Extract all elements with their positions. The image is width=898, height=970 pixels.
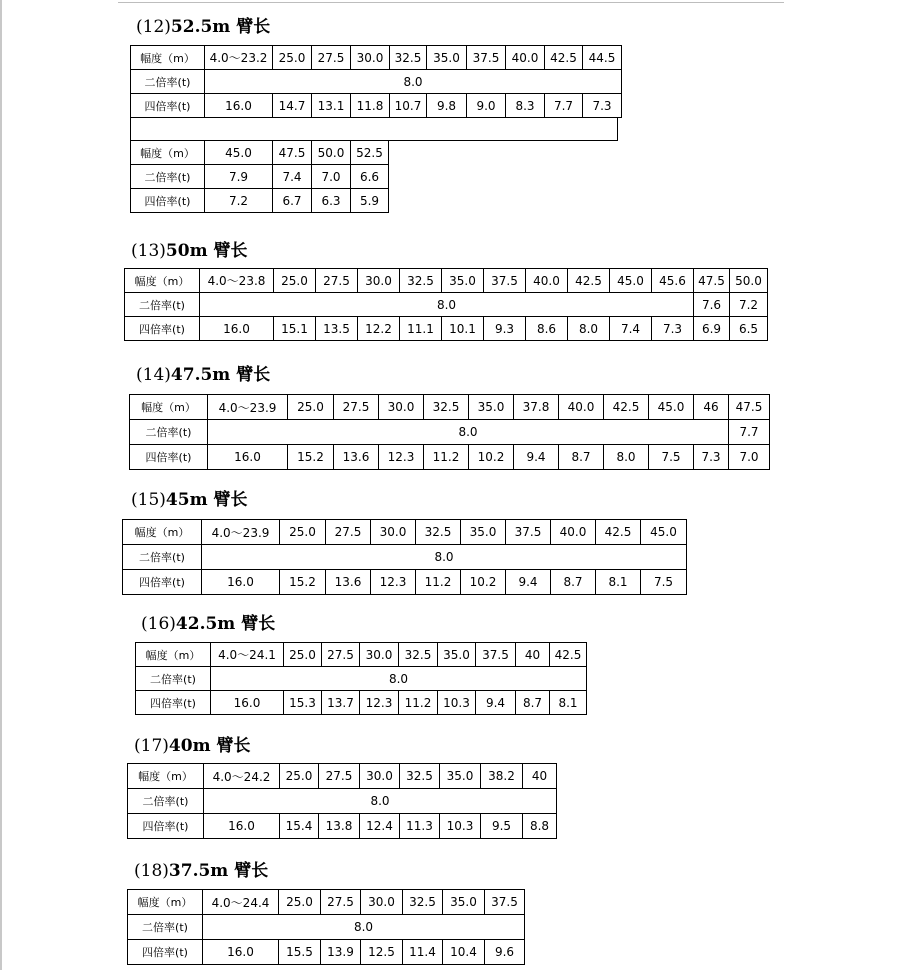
double-rate-label: 二倍率(t) bbox=[136, 667, 211, 691]
amplitude-value: 35.0 bbox=[427, 46, 467, 70]
amplitude-value: 4.0～23.2 bbox=[205, 46, 273, 70]
amplitude-label: 幅度（m） bbox=[130, 395, 208, 420]
double-rate-value: 7.6 bbox=[694, 293, 730, 317]
double-rate-row bbox=[128, 789, 557, 814]
quad-rate-label: 四倍率(t) bbox=[128, 940, 203, 965]
quad-rate-value: 6.7 bbox=[273, 189, 312, 213]
amplitude-value: 42.5 bbox=[568, 269, 610, 293]
quad-rate-value: 10.4 bbox=[443, 940, 485, 965]
boom-length: 45m 臂长 bbox=[165, 490, 248, 510]
section-number: (16) bbox=[141, 614, 176, 634]
load-table bbox=[130, 140, 389, 213]
double-rate-value: 7.4 bbox=[273, 165, 312, 189]
quad-rate-value: 10.3 bbox=[438, 691, 476, 715]
double-rate-value: 8.0 bbox=[203, 915, 525, 940]
section-number: (18) bbox=[134, 861, 169, 881]
quad-rate-value: 6.3 bbox=[312, 189, 351, 213]
section-title bbox=[136, 360, 270, 385]
quad-rate-value: 13.9 bbox=[321, 940, 361, 965]
amplitude-value: 4.0～24.4 bbox=[203, 890, 279, 915]
quad-rate-value: 12.3 bbox=[379, 445, 424, 470]
amplitude-label: 幅度（m） bbox=[128, 764, 204, 789]
quad-rate-value: 12.3 bbox=[371, 570, 416, 595]
quad-rate-value: 15.2 bbox=[280, 570, 326, 595]
amplitude-value: 25.0 bbox=[284, 643, 322, 667]
boom-length: 47.5m 臂长 bbox=[170, 365, 271, 385]
double-rate-value: 8.0 bbox=[205, 70, 622, 94]
quad-rate-value: 8.0 bbox=[568, 317, 610, 341]
amplitude-value: 32.5 bbox=[424, 395, 469, 420]
amplitude-value: 35.0 bbox=[442, 269, 484, 293]
amplitude-value: 25.0 bbox=[279, 890, 321, 915]
quad-rate-row bbox=[123, 570, 687, 595]
amplitude-value: 42.5 bbox=[550, 643, 587, 667]
amplitude-label: 幅度（m） bbox=[123, 520, 202, 545]
amplitude-value: 25.0 bbox=[280, 764, 319, 789]
amplitude-value: 42.5 bbox=[604, 395, 649, 420]
blank-cell bbox=[131, 117, 618, 140]
quad-rate-row bbox=[128, 940, 525, 965]
double-rate-value: 8.0 bbox=[208, 420, 729, 445]
quad-rate-value: 9.4 bbox=[514, 445, 559, 470]
section-title bbox=[134, 731, 250, 756]
double-rate-value: 6.6 bbox=[351, 165, 389, 189]
amplitude-label: 幅度（m） bbox=[131, 46, 205, 70]
amplitude-value: 37.5 bbox=[485, 890, 525, 915]
quad-rate-value: 16.0 bbox=[204, 814, 280, 839]
amplitude-row bbox=[128, 890, 525, 915]
amplitude-value: 25.0 bbox=[280, 520, 326, 545]
quad-rate-value: 16.0 bbox=[202, 570, 280, 595]
amplitude-value: 27.5 bbox=[326, 520, 371, 545]
amplitude-value: 37.5 bbox=[506, 520, 551, 545]
double-rate-row bbox=[130, 420, 770, 445]
double-rate-label: 二倍率(t) bbox=[131, 70, 205, 94]
quad-rate-row bbox=[131, 189, 389, 213]
quad-rate-value: 12.2 bbox=[358, 317, 400, 341]
quad-rate-row bbox=[130, 445, 770, 470]
quad-rate-value: 11.2 bbox=[416, 570, 461, 595]
double-rate-row bbox=[136, 667, 587, 691]
boom-length: 50m 臂长 bbox=[165, 241, 248, 261]
double-rate-value: 7.2 bbox=[730, 293, 768, 317]
amplitude-value: 45.0 bbox=[641, 520, 687, 545]
amplitude-value: 40 bbox=[516, 643, 550, 667]
amplitude-value: 32.5 bbox=[416, 520, 461, 545]
quad-rate-value: 16.0 bbox=[211, 691, 284, 715]
quad-rate-value: 15.4 bbox=[280, 814, 319, 839]
amplitude-value: 30.0 bbox=[360, 643, 399, 667]
amplitude-value: 25.0 bbox=[288, 395, 334, 420]
quad-rate-value: 11.1 bbox=[400, 317, 442, 341]
boom-length: 40m 臂长 bbox=[168, 736, 251, 756]
boom-length: 52.5m 臂长 bbox=[170, 17, 271, 37]
amplitude-value: 40.0 bbox=[506, 46, 545, 70]
amplitude-value: 35.0 bbox=[438, 643, 476, 667]
amplitude-value: 52.5 bbox=[351, 141, 389, 165]
quad-rate-value: 15.5 bbox=[279, 940, 321, 965]
quad-rate-value: 8.1 bbox=[596, 570, 641, 595]
section-title bbox=[131, 236, 247, 261]
quad-rate-value: 15.3 bbox=[284, 691, 322, 715]
quad-rate-label: 四倍率(t) bbox=[131, 189, 205, 213]
quad-rate-value: 7.3 bbox=[583, 94, 622, 118]
double-rate-row bbox=[131, 70, 622, 94]
quad-rate-value: 8.7 bbox=[551, 570, 596, 595]
quad-rate-value: 13.1 bbox=[312, 94, 351, 118]
quad-rate-value: 15.1 bbox=[274, 317, 316, 341]
double-rate-value: 8.0 bbox=[204, 789, 557, 814]
quad-rate-value: 14.7 bbox=[273, 94, 312, 118]
boom-length: 37.5m 臂长 bbox=[168, 861, 269, 881]
amplitude-label: 幅度（m） bbox=[125, 269, 200, 293]
amplitude-value: 47.5 bbox=[273, 141, 312, 165]
double-rate-label: 二倍率(t) bbox=[128, 789, 204, 814]
quad-rate-row bbox=[131, 94, 622, 118]
double-rate-label: 二倍率(t) bbox=[131, 165, 205, 189]
quad-rate-value: 13.5 bbox=[316, 317, 358, 341]
quad-rate-value: 7.3 bbox=[694, 445, 729, 470]
amplitude-value: 27.5 bbox=[322, 643, 360, 667]
section-number: (14) bbox=[136, 365, 171, 385]
double-rate-row bbox=[128, 915, 525, 940]
quad-rate-value: 8.3 bbox=[506, 94, 545, 118]
quad-rate-value: 12.5 bbox=[361, 940, 403, 965]
quad-rate-label: 四倍率(t) bbox=[136, 691, 211, 715]
quad-rate-value: 7.4 bbox=[610, 317, 652, 341]
amplitude-row bbox=[125, 269, 768, 293]
quad-rate-value: 10.2 bbox=[461, 570, 506, 595]
amplitude-row bbox=[131, 141, 389, 165]
double-rate-row bbox=[125, 293, 768, 317]
quad-rate-value: 6.9 bbox=[694, 317, 730, 341]
quad-rate-row bbox=[125, 317, 768, 341]
amplitude-value: 32.5 bbox=[390, 46, 427, 70]
quad-rate-value: 10.7 bbox=[390, 94, 427, 118]
quad-rate-value: 9.3 bbox=[484, 317, 526, 341]
amplitude-label: 幅度（m） bbox=[136, 643, 211, 667]
quad-rate-value: 8.1 bbox=[550, 691, 587, 715]
amplitude-value: 4.0～23.9 bbox=[202, 520, 280, 545]
amplitude-value: 38.2 bbox=[481, 764, 523, 789]
load-table bbox=[130, 45, 622, 118]
quad-rate-value: 8.8 bbox=[523, 814, 557, 839]
amplitude-value: 27.5 bbox=[334, 395, 379, 420]
amplitude-value: 47.5 bbox=[729, 395, 770, 420]
section-number: (17) bbox=[134, 736, 169, 756]
quad-rate-label: 四倍率(t) bbox=[131, 94, 205, 118]
amplitude-value: 27.5 bbox=[312, 46, 351, 70]
amplitude-value: 40 bbox=[523, 764, 557, 789]
amplitude-value: 25.0 bbox=[274, 269, 316, 293]
amplitude-value: 40.0 bbox=[526, 269, 568, 293]
load-table bbox=[122, 519, 687, 595]
double-rate-value: 8.0 bbox=[211, 667, 587, 691]
amplitude-row bbox=[128, 764, 557, 789]
amplitude-value: 35.0 bbox=[461, 520, 506, 545]
quad-rate-value: 8.7 bbox=[516, 691, 550, 715]
load-table bbox=[124, 268, 768, 341]
amplitude-value: 4.0～23.9 bbox=[208, 395, 288, 420]
quad-rate-value: 16.0 bbox=[208, 445, 288, 470]
amplitude-value: 45.0 bbox=[205, 141, 273, 165]
amplitude-value: 32.5 bbox=[400, 764, 440, 789]
quad-rate-value: 7.2 bbox=[205, 189, 273, 213]
amplitude-label: 幅度（m） bbox=[128, 890, 203, 915]
amplitude-value: 35.0 bbox=[443, 890, 485, 915]
quad-rate-value: 7.5 bbox=[641, 570, 687, 595]
quad-rate-value: 11.8 bbox=[351, 94, 390, 118]
quad-rate-value: 13.6 bbox=[326, 570, 371, 595]
blank-spacer-row bbox=[130, 117, 618, 141]
amplitude-row bbox=[136, 643, 587, 667]
amplitude-value: 4.0～24.1 bbox=[211, 643, 284, 667]
amplitude-value: 27.5 bbox=[316, 269, 358, 293]
quad-rate-value: 5.9 bbox=[351, 189, 389, 213]
quad-rate-value: 10.2 bbox=[469, 445, 514, 470]
amplitude-value: 25.0 bbox=[273, 46, 312, 70]
load-table bbox=[127, 889, 525, 965]
amplitude-value: 45.6 bbox=[652, 269, 694, 293]
section-number: (12) bbox=[136, 17, 171, 37]
amplitude-value: 30.0 bbox=[379, 395, 424, 420]
quad-rate-value: 12.3 bbox=[360, 691, 399, 715]
quad-rate-value: 13.6 bbox=[334, 445, 379, 470]
boom-length: 42.5m 臂长 bbox=[175, 614, 276, 634]
quad-rate-value: 13.8 bbox=[319, 814, 360, 839]
double-rate-value: 7.7 bbox=[729, 420, 770, 445]
amplitude-value: 35.0 bbox=[440, 764, 481, 789]
page-left-border bbox=[0, 0, 2, 970]
double-rate-row bbox=[123, 545, 687, 570]
quad-rate-value: 6.5 bbox=[730, 317, 768, 341]
quad-rate-value: 7.7 bbox=[545, 94, 583, 118]
amplitude-label: 幅度（m） bbox=[131, 141, 205, 165]
amplitude-row bbox=[131, 46, 622, 70]
quad-rate-value: 8.7 bbox=[559, 445, 604, 470]
amplitude-value: 32.5 bbox=[399, 643, 438, 667]
quad-rate-value: 7.5 bbox=[649, 445, 694, 470]
quad-rate-value: 11.4 bbox=[403, 940, 443, 965]
section-title bbox=[141, 609, 275, 634]
amplitude-value: 46 bbox=[694, 395, 729, 420]
amplitude-row bbox=[130, 395, 770, 420]
quad-rate-value: 9.6 bbox=[485, 940, 525, 965]
quad-rate-label: 四倍率(t) bbox=[130, 445, 208, 470]
quad-rate-value: 9.4 bbox=[506, 570, 551, 595]
quad-rate-value: 16.0 bbox=[200, 317, 274, 341]
amplitude-value: 50.0 bbox=[312, 141, 351, 165]
section-title bbox=[131, 485, 247, 510]
double-rate-row bbox=[131, 165, 389, 189]
amplitude-value: 45.0 bbox=[610, 269, 652, 293]
load-table bbox=[135, 642, 587, 715]
quad-rate-value: 11.2 bbox=[399, 691, 438, 715]
double-rate-label: 二倍率(t) bbox=[128, 915, 203, 940]
double-rate-value: 8.0 bbox=[200, 293, 694, 317]
quad-rate-value: 10.3 bbox=[440, 814, 481, 839]
quad-rate-value: 11.2 bbox=[424, 445, 469, 470]
amplitude-value: 37.5 bbox=[484, 269, 526, 293]
quad-rate-value: 8.0 bbox=[604, 445, 649, 470]
quad-rate-value: 13.7 bbox=[322, 691, 360, 715]
amplitude-value: 30.0 bbox=[361, 890, 403, 915]
double-rate-label: 二倍率(t) bbox=[130, 420, 208, 445]
double-rate-label: 二倍率(t) bbox=[125, 293, 200, 317]
amplitude-value: 4.0～24.2 bbox=[204, 764, 280, 789]
quad-rate-value: 16.0 bbox=[205, 94, 273, 118]
amplitude-value: 27.5 bbox=[319, 764, 360, 789]
quad-rate-value: 9.0 bbox=[467, 94, 506, 118]
amplitude-value: 44.5 bbox=[583, 46, 622, 70]
quad-rate-value: 9.4 bbox=[476, 691, 516, 715]
quad-rate-value: 11.3 bbox=[400, 814, 440, 839]
section-number: (15) bbox=[131, 490, 166, 510]
amplitude-value: 42.5 bbox=[545, 46, 583, 70]
section-title bbox=[134, 856, 268, 881]
double-rate-value: 7.9 bbox=[205, 165, 273, 189]
quad-rate-value: 9.5 bbox=[481, 814, 523, 839]
load-table bbox=[127, 763, 557, 839]
amplitude-value: 4.0～23.8 bbox=[200, 269, 274, 293]
amplitude-value: 47.5 bbox=[694, 269, 730, 293]
page-top-rule bbox=[118, 2, 784, 3]
load-table bbox=[129, 394, 770, 470]
quad-rate-value: 15.2 bbox=[288, 445, 334, 470]
quad-rate-label: 四倍率(t) bbox=[125, 317, 200, 341]
quad-rate-row bbox=[136, 691, 587, 715]
amplitude-value: 37.5 bbox=[467, 46, 506, 70]
amplitude-value: 45.0 bbox=[649, 395, 694, 420]
amplitude-value: 30.0 bbox=[351, 46, 390, 70]
quad-rate-value: 12.4 bbox=[360, 814, 400, 839]
amplitude-value: 37.5 bbox=[476, 643, 516, 667]
section-title bbox=[136, 12, 270, 37]
quad-rate-value: 8.6 bbox=[526, 317, 568, 341]
double-rate-value: 8.0 bbox=[202, 545, 687, 570]
quad-rate-value: 7.3 bbox=[652, 317, 694, 341]
quad-rate-value: 7.0 bbox=[729, 445, 770, 470]
quad-rate-row bbox=[128, 814, 557, 839]
amplitude-value: 40.0 bbox=[559, 395, 604, 420]
amplitude-value: 30.0 bbox=[358, 269, 400, 293]
amplitude-value: 50.0 bbox=[730, 269, 768, 293]
quad-rate-value: 16.0 bbox=[203, 940, 279, 965]
amplitude-value: 40.0 bbox=[551, 520, 596, 545]
amplitude-value: 30.0 bbox=[371, 520, 416, 545]
amplitude-value: 35.0 bbox=[469, 395, 514, 420]
amplitude-value: 42.5 bbox=[596, 520, 641, 545]
amplitude-value: 30.0 bbox=[360, 764, 400, 789]
double-rate-value: 7.0 bbox=[312, 165, 351, 189]
double-rate-label: 二倍率(t) bbox=[123, 545, 202, 570]
amplitude-row bbox=[123, 520, 687, 545]
quad-rate-value: 9.8 bbox=[427, 94, 467, 118]
quad-rate-label: 四倍率(t) bbox=[128, 814, 204, 839]
quad-rate-label: 四倍率(t) bbox=[123, 570, 202, 595]
quad-rate-value: 10.1 bbox=[442, 317, 484, 341]
amplitude-value: 32.5 bbox=[400, 269, 442, 293]
amplitude-value: 37.8 bbox=[514, 395, 559, 420]
section-number: (13) bbox=[131, 241, 166, 261]
amplitude-value: 32.5 bbox=[403, 890, 443, 915]
amplitude-value: 27.5 bbox=[321, 890, 361, 915]
